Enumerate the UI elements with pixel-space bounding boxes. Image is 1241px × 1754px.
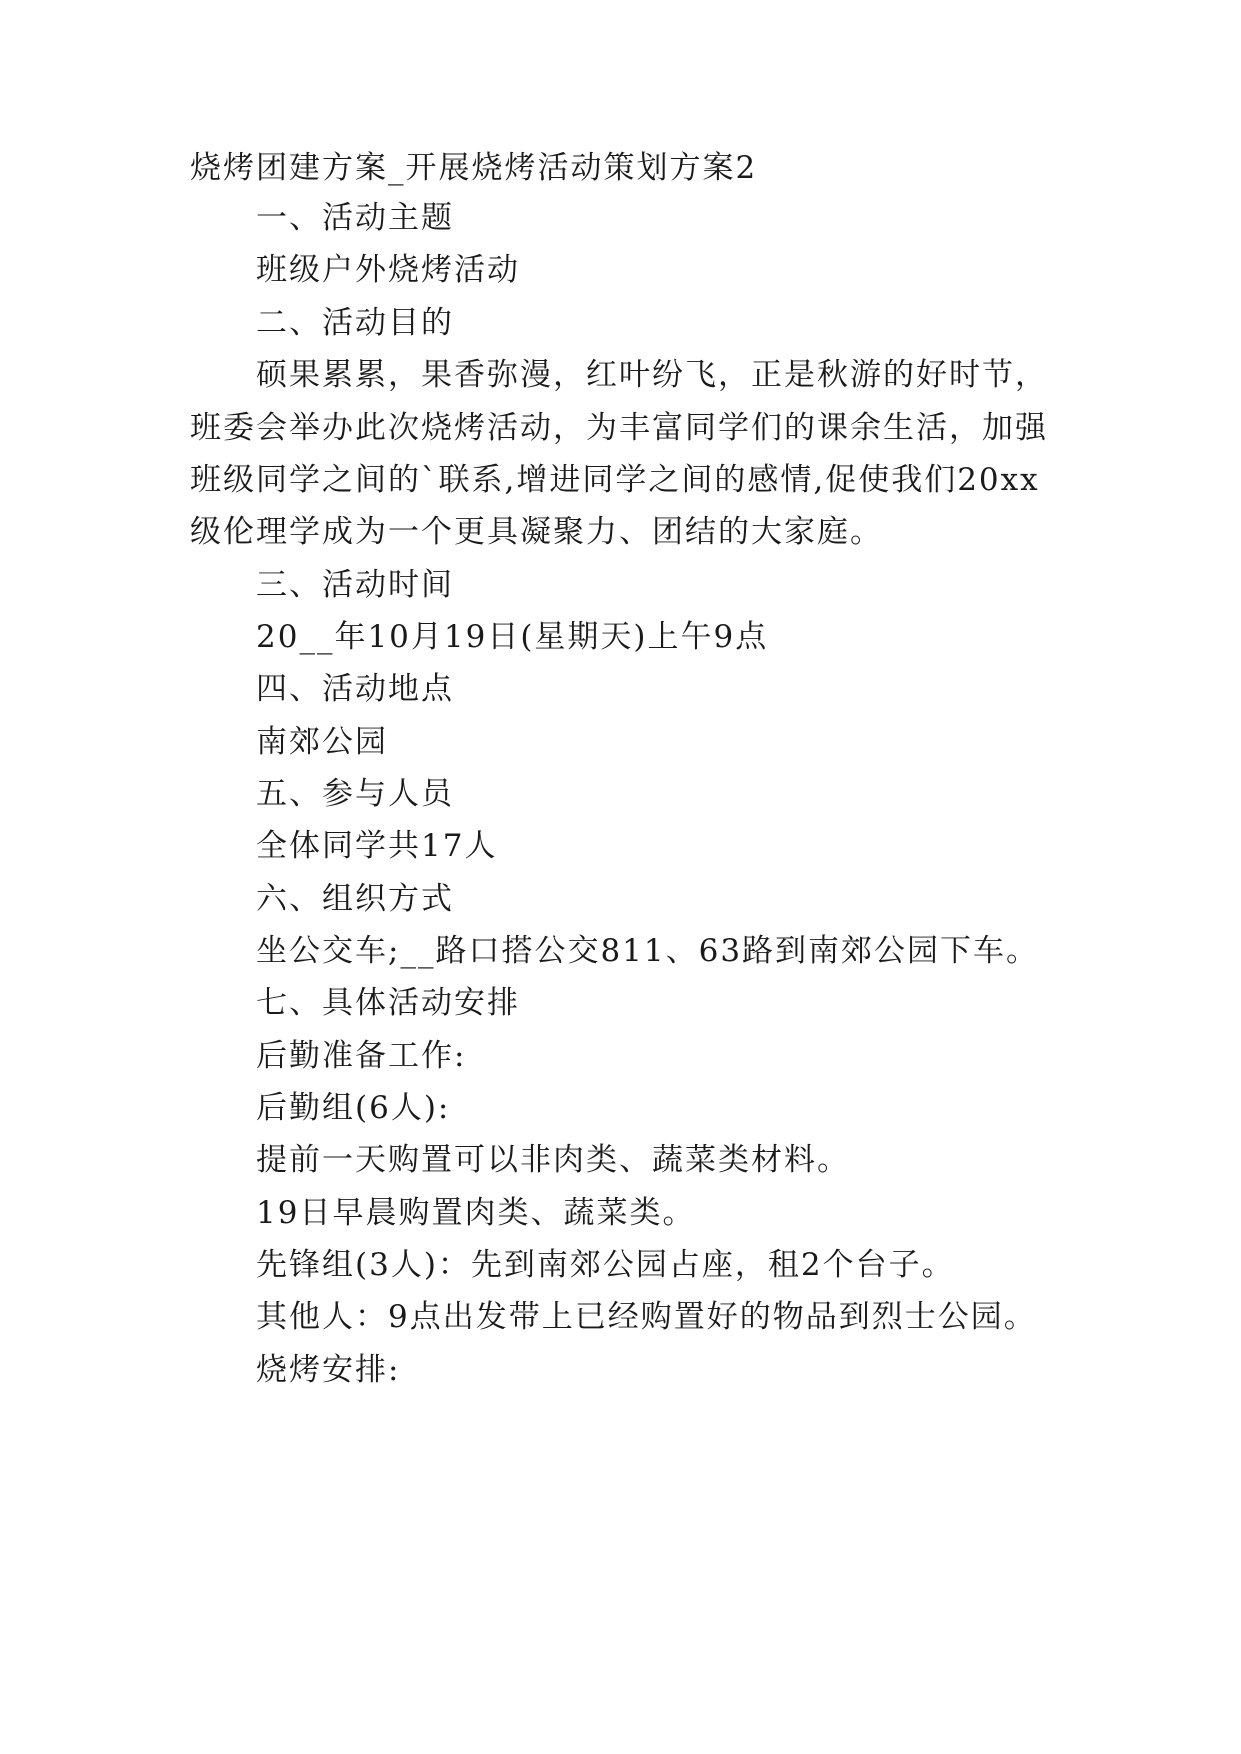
paragraph-line: 硕果累累，果香弥漫，红叶纷飞，正是秋游的好时节， — [256, 357, 1048, 393]
section-heading-organization: 六、组织方式 — [256, 881, 454, 917]
list-item: 先锋组(3人)：先到南郊公园占座，租2个台子。 — [256, 1247, 955, 1283]
list-item: 后勤准备工作: — [256, 1038, 467, 1074]
section-heading-time: 三、活动时间 — [256, 567, 454, 603]
list-item: 19日早晨购置肉类、蔬菜类。 — [256, 1195, 696, 1231]
list-item: 后勤组(6人): — [256, 1090, 451, 1126]
list-item: 提前一天购置可以非肉类、蔬菜类材料。 — [256, 1142, 850, 1178]
section-heading-theme: 一、活动主题 — [256, 200, 454, 236]
list-item: 其他人：9点出发带上已经购置好的物品到烈士公园。 — [256, 1299, 1037, 1335]
paragraph-line: 级伦理学成为一个更具凝聚力、团结的大家庭。 — [190, 514, 883, 550]
list-item: 烧烤安排: — [256, 1352, 401, 1388]
section-heading-purpose: 二、活动目的 — [256, 305, 454, 341]
section-text-participants: 全体同学共17人 — [256, 828, 498, 864]
section-text-theme: 班级户外烧烤活动 — [256, 252, 520, 288]
paragraph-line: 班委会举办此次烧烤活动，为丰富同学们的课余生活，加强 — [190, 410, 1048, 446]
document-title: 烧烤团建方案_开展烧烤活动策划方案2 — [190, 150, 758, 186]
section-heading-location: 四、活动地点 — [256, 671, 454, 707]
paragraph-line: 班级同学之间的`联系,增进同学之间的感情,促使我们20xx — [190, 462, 1040, 498]
section-text-location: 南郊公园 — [256, 724, 388, 760]
section-heading-arrangement: 七、具体活动安排 — [256, 985, 520, 1021]
section-text-organization: 坐公交车;__路口搭公交811、63路到南郊公园下车。 — [256, 933, 1040, 969]
section-text-time: 20__年10月19日(星期天)上午9点 — [256, 619, 769, 655]
section-heading-participants: 五、参与人员 — [256, 776, 454, 812]
